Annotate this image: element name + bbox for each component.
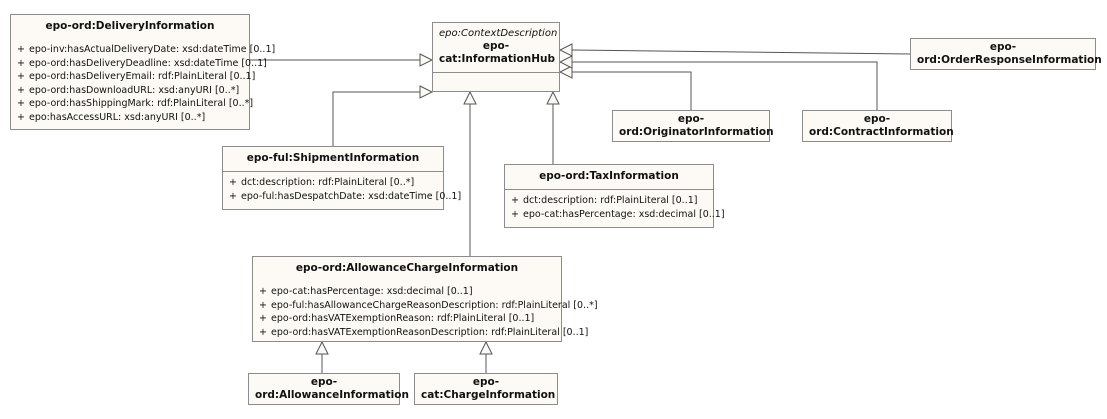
attribute-list — [11, 39, 276, 129]
visibility-marker: + — [511, 195, 519, 206]
class-name: epo-cat:ChargeInformation — [421, 375, 556, 401]
class-name: epo-ord:DeliveryInformation — [45, 20, 215, 32]
attribute-row — [13, 43, 276, 57]
class-box-tax-information[interactable] — [504, 164, 725, 228]
visibility-marker: + — [229, 190, 237, 202]
attribute-text: epo:hasAccessURL: xsd:anyURI [0..*] — [29, 111, 206, 123]
class-title-originator-information — [613, 108, 774, 145]
attribute-row — [13, 57, 267, 71]
class-name: epo-ord:OriginatorInformation — [619, 112, 774, 138]
attribute-list — [253, 281, 598, 344]
class-box-allowance-charge-information[interactable] — [252, 256, 598, 342]
attribute-text: epo-inv:hasActualDeliveryDate: xsd:dateTime [0..1] — [29, 44, 276, 55]
class-title-tax-information — [505, 165, 713, 189]
class-box-originator-information[interactable] — [612, 110, 774, 142]
attribute-text: epo-cat:hasPercentage: xsd:decimal [0..1] — [523, 208, 725, 220]
visibility-marker: + — [259, 326, 267, 338]
class-title-allowance-information — [249, 371, 409, 408]
visibility-marker: + — [17, 84, 25, 96]
attribute-text: dct:description: rdf:PlainLiteral [0..*] — [241, 177, 415, 188]
visibility-marker: + — [259, 286, 267, 297]
class-stereotype: epo:ContextDescription — [439, 28, 558, 39]
class-box-information-hub[interactable] — [432, 22, 560, 92]
class-name: epo-ord:TaxInformation — [539, 170, 679, 182]
visibility-marker: + — [229, 177, 237, 188]
class-box-contract-information[interactable] — [802, 110, 952, 142]
visibility-marker: + — [259, 299, 267, 311]
attribute-row — [255, 326, 589, 340]
class-box-shipment-information[interactable] — [222, 146, 462, 210]
attribute-text: epo-ord:hasDeliveryEmail: rdf:PlainLiteral [0..1] — [29, 71, 256, 82]
attribute-row — [13, 97, 254, 111]
attribute-row — [255, 312, 559, 326]
class-title-charge-information — [415, 371, 557, 408]
class-title-order-response-information — [911, 36, 1102, 73]
visibility-marker: + — [511, 208, 519, 220]
visibility-marker: + — [17, 57, 25, 69]
attribute-row — [507, 208, 725, 222]
attribute-text: epo-ord:hasVATExemptionReason: rdf:PlainLiteral [0..1] — [271, 313, 535, 324]
attribute-row — [13, 84, 247, 98]
attribute-list-empty — [433, 73, 559, 91]
attribute-row — [13, 111, 247, 125]
class-title-delivery-information — [11, 15, 249, 39]
class-box-charge-information[interactable] — [414, 373, 558, 405]
class-title-shipment-information — [223, 147, 443, 171]
visibility-marker: + — [17, 44, 25, 55]
class-title-allowance-charge-information — [253, 257, 561, 281]
attribute-row — [255, 299, 598, 313]
attribute-row — [225, 176, 441, 190]
class-name: epo-ord:OrderResponseInformation — [917, 40, 1102, 66]
attribute-row — [255, 285, 559, 299]
visibility-marker: + — [259, 313, 267, 324]
attribute-text: epo-ful:hasAllowanceChargeReasonDescription: rdf:PlainLiteral [0..*] — [271, 299, 598, 311]
class-name: epo-ord:AllowanceChargeInformation — [295, 262, 519, 274]
class-title-information-hub — [433, 23, 559, 72]
class-box-delivery-information[interactable] — [10, 14, 276, 130]
attribute-text: epo-ful:hasDespatchDate: xsd:dateTime [0..1] — [241, 190, 462, 202]
attribute-text: epo-ord:hasDownloadURL: xsd:anyURI [0..*] — [29, 84, 240, 96]
class-name: epo-ful:ShipmentInformation — [246, 152, 420, 164]
attribute-list — [223, 172, 462, 208]
attribute-text: epo-ord:hasShippingMark: rdf:PlainLiteral [0..*] — [29, 98, 254, 109]
visibility-marker: + — [17, 71, 25, 82]
class-box-order-response-information[interactable] — [910, 38, 1102, 70]
attribute-text: epo-cat:hasPercentage: xsd:decimal [0..1] — [271, 286, 473, 297]
visibility-marker: + — [17, 111, 25, 123]
class-name: epo-ord:ContractInformation — [809, 112, 954, 138]
attribute-row — [225, 190, 462, 204]
attribute-text: epo-ord:hasDeliveryDeadline: xsd:dateTime [0..1] — [29, 57, 267, 69]
class-title-contract-information — [803, 108, 954, 145]
class-name: epo-ord:AllowanceInformation — [255, 375, 409, 401]
class-box-allowance-information[interactable] — [248, 373, 409, 405]
attribute-list — [505, 190, 725, 226]
attribute-text: epo-ord:hasVATExemptionReasonDescription: rdf:PlainLiteral [0..1] — [271, 326, 589, 338]
class-name: epo-cat:InformationHub — [439, 40, 555, 65]
attribute-row — [507, 194, 711, 208]
attribute-text: dct:description: rdf:PlainLiteral [0..1] — [523, 195, 698, 206]
attribute-row — [13, 70, 256, 84]
visibility-marker: + — [17, 98, 25, 109]
